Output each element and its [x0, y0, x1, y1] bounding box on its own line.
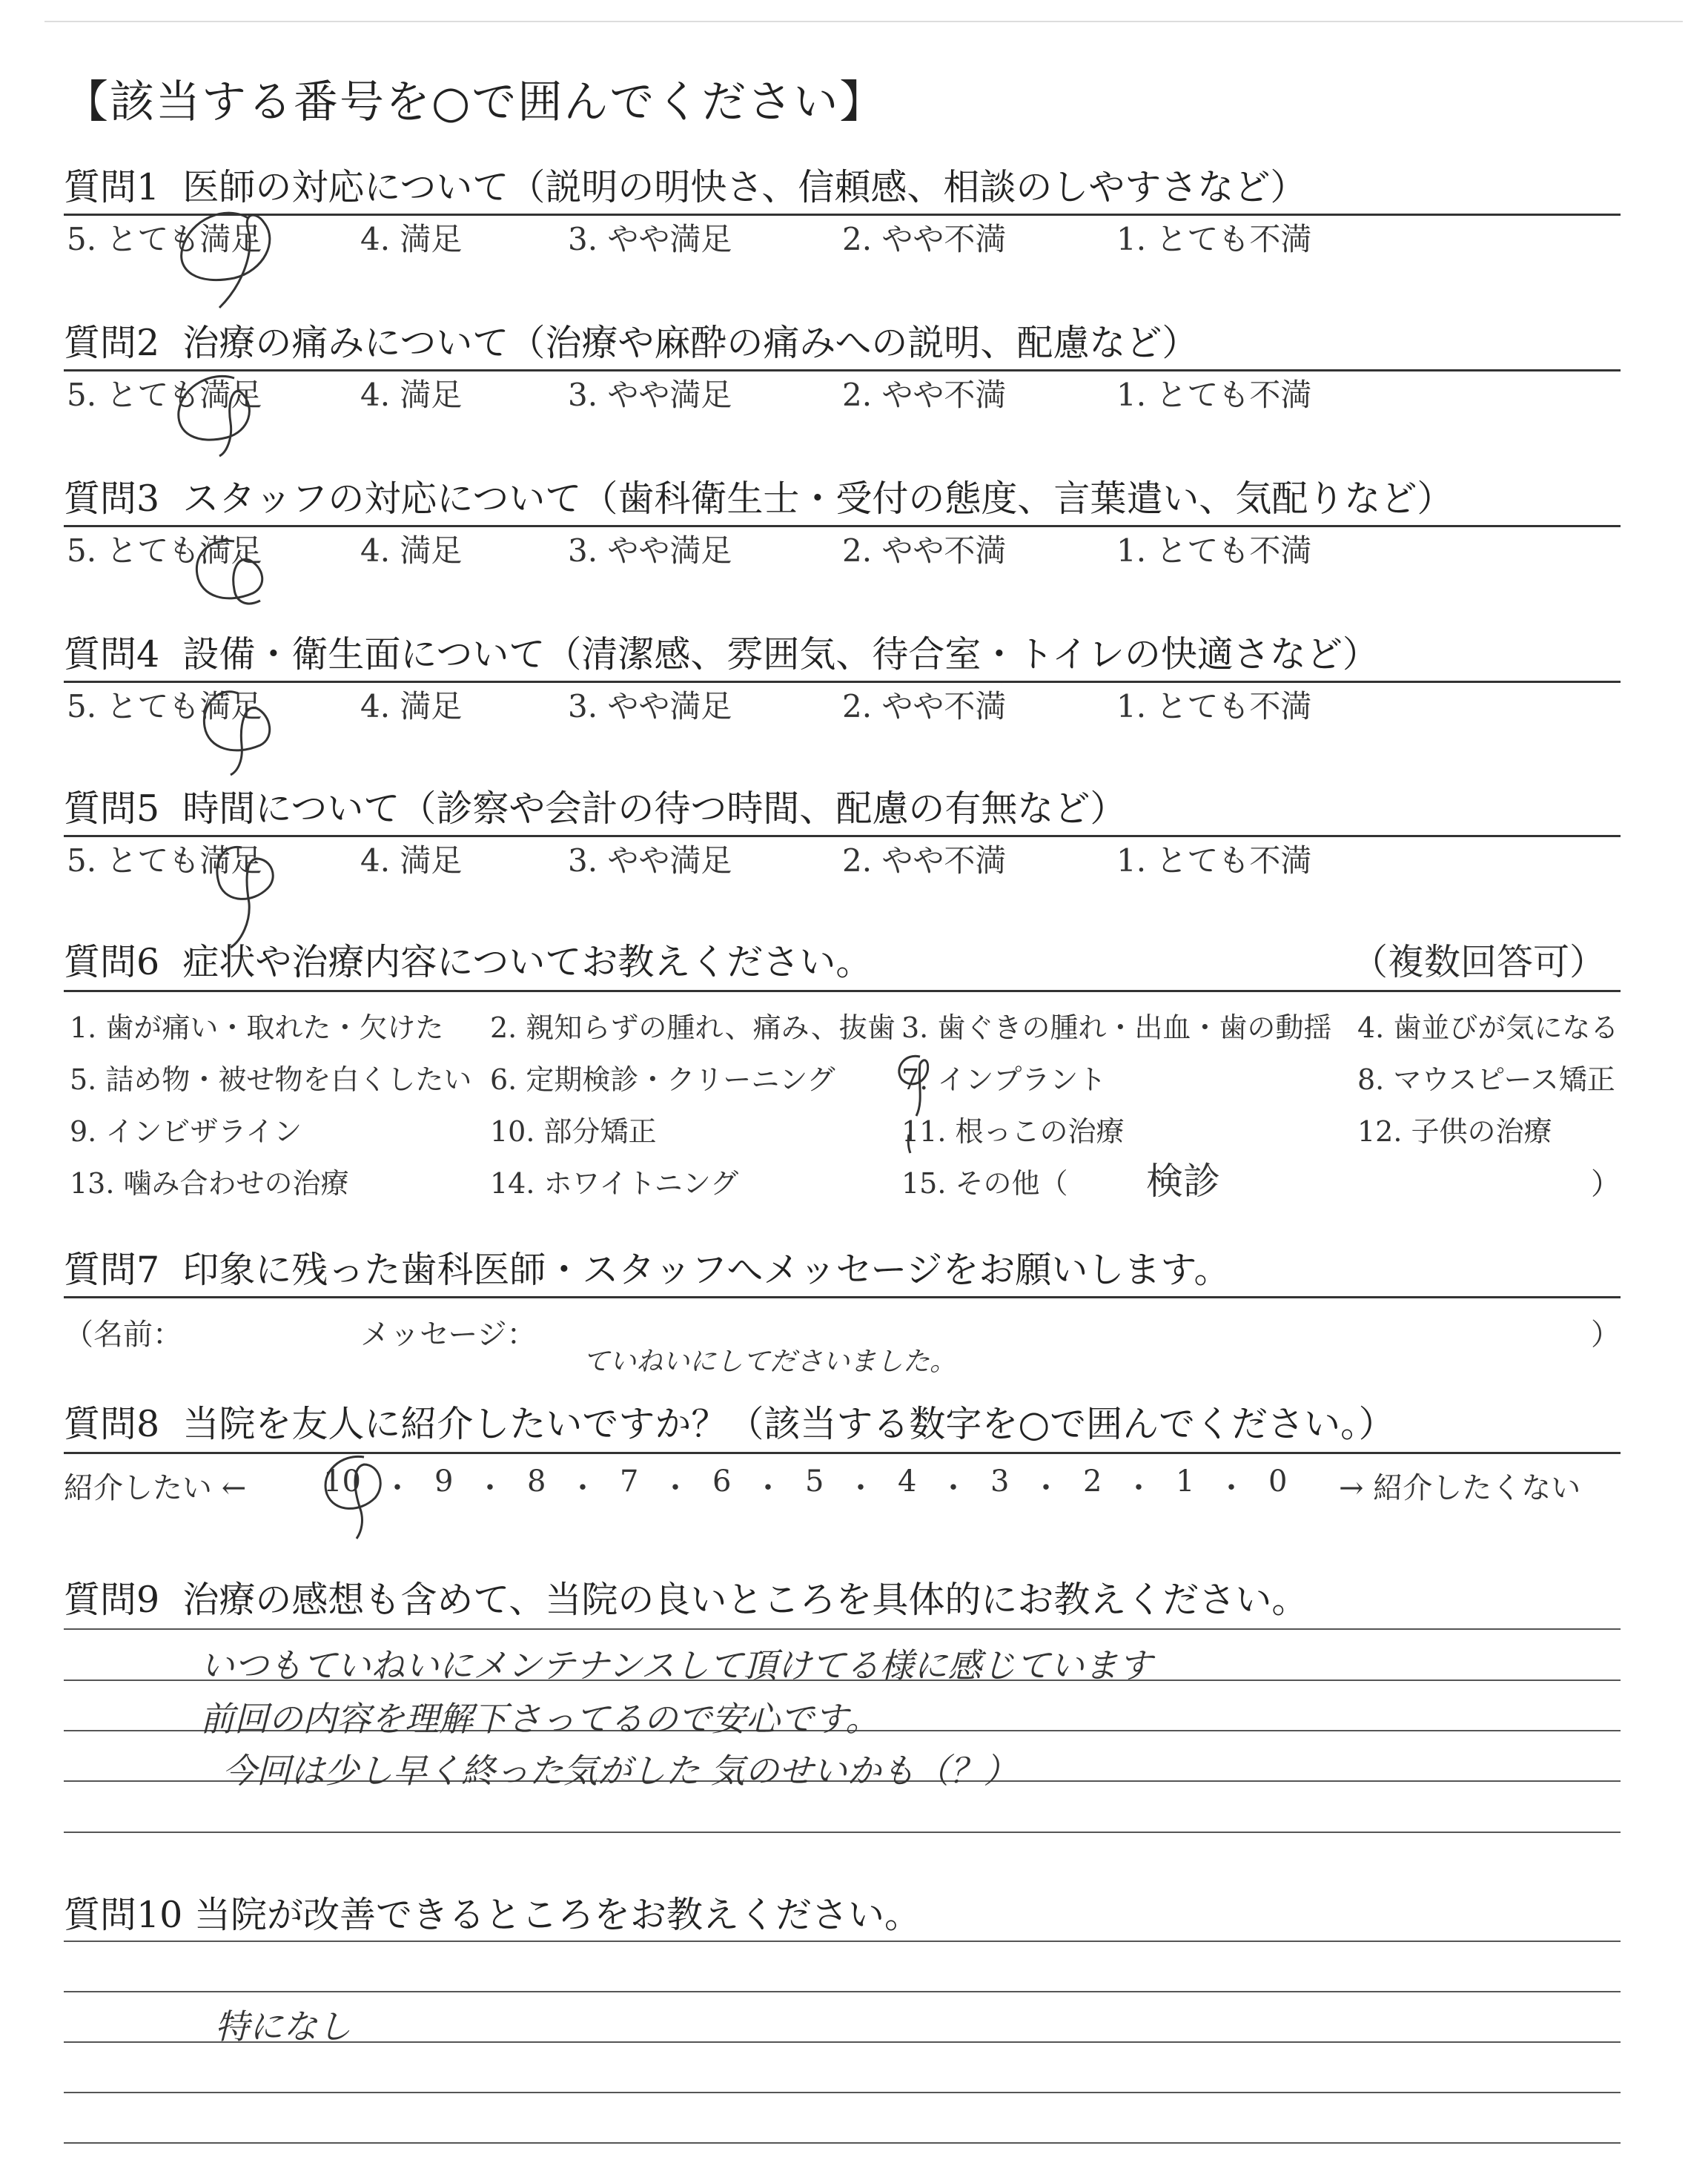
scale-value[interactable]: 0 — [1268, 1464, 1288, 1499]
question-label: 質問3 — [64, 478, 160, 520]
question-text: 治療の感想も含めて、当院の良いところを具体的にお教えください。 — [182, 1579, 1308, 1621]
answer-line — [64, 1628, 1621, 1630]
question-text: 設備・衛生面について（清潔感、雰囲気、待合室・トイレの快適さなど） — [182, 633, 1379, 676]
scale-value[interactable]: 4 — [898, 1464, 917, 1499]
scale-dot: ・ — [939, 1471, 968, 1505]
rating-options — [64, 682, 1621, 727]
scale-dot: ・ — [1031, 1471, 1061, 1505]
rating-options — [64, 836, 1621, 881]
handwritten-answer-line: いつもていねいにメンテナンスして頂けてる様に感じています — [200, 1645, 1153, 1685]
question-text: 時間について（診察や会計の待つ時間、配慮の有無など） — [182, 787, 1127, 830]
divider — [64, 525, 1621, 527]
option-satisfied[interactable]: 4. 満足 — [360, 842, 463, 879]
symptom-option[interactable]: 9. インビザライン — [70, 1115, 302, 1148]
divider — [64, 835, 1621, 837]
question-6 — [64, 938, 1621, 987]
scale-dot: ・ — [383, 1471, 412, 1505]
option-somewhat-satisfied[interactable]: 3. やや満足 — [568, 377, 732, 413]
question-text: スタッフの対応について（歯科衛生士・受付の態度、言葉遣い、気配りなど） — [182, 478, 1454, 520]
symptom-option[interactable]: 3. 歯ぐきの腫れ・出血・歯の動揺 — [901, 1011, 1332, 1044]
question-4 — [64, 630, 1621, 724]
multiple-answer-note: （複数回答可） — [1351, 941, 1606, 983]
question-2 — [64, 319, 1621, 413]
option-somewhat-dissatisfied[interactable]: 2. やや不満 — [842, 532, 1007, 569]
scale-value[interactable]: 1 — [1176, 1464, 1195, 1499]
divider — [64, 681, 1621, 683]
question-label: 質問6 — [64, 941, 160, 983]
name-label: （名前： — [64, 1318, 182, 1352]
scale-dot: ・ — [1217, 1471, 1246, 1505]
question-5 — [64, 785, 1621, 879]
rating-options — [64, 526, 1621, 571]
question-10 — [64, 1891, 1621, 1940]
option-somewhat-satisfied[interactable]: 3. やや満足 — [568, 688, 732, 724]
option-very-dissatisfied[interactable]: 1. とても不満 — [1116, 688, 1312, 724]
scale-dot: ・ — [1124, 1471, 1153, 1505]
message-label: メッセージ： — [360, 1318, 537, 1352]
option-somewhat-satisfied[interactable]: 3. やや満足 — [568, 221, 732, 257]
scale-left-label: 紹介したい ← — [64, 1471, 247, 1505]
symptom-option-other[interactable]: 15. その他（ — [901, 1167, 1068, 1200]
question-label: 質問2 — [64, 322, 160, 364]
option-very-satisfied[interactable]: 5. とても満足 — [67, 532, 262, 569]
symptom-option[interactable]: 6. 定期検診・クリーニング — [490, 1063, 835, 1096]
option-somewhat-dissatisfied[interactable]: 2. やや不満 — [842, 221, 1007, 257]
scale-value[interactable]: 9 — [434, 1464, 454, 1499]
question-text: 印象に残った歯科医師・スタッフへメッセージをお願いします。 — [182, 1249, 1231, 1291]
answer-line — [64, 2092, 1621, 2093]
question-9 — [64, 1576, 1621, 1625]
handwritten-other-text: 検診 — [1146, 1160, 1220, 1203]
symptom-option[interactable]: 13. 噛み合わせの治療 — [70, 1167, 349, 1200]
answer-line — [64, 1991, 1621, 1992]
symptom-option[interactable]: 12. 子供の治療 — [1357, 1115, 1552, 1148]
scale-dot: ・ — [753, 1471, 783, 1505]
option-somewhat-dissatisfied[interactable]: 2. やや不満 — [842, 842, 1007, 879]
question-label: 質問8 — [64, 1403, 160, 1445]
option-somewhat-dissatisfied[interactable]: 2. やや不満 — [842, 377, 1007, 413]
option-satisfied[interactable]: 4. 満足 — [360, 532, 463, 569]
option-very-dissatisfied[interactable]: 1. とても不満 — [1116, 377, 1312, 413]
scale-dot: ・ — [661, 1471, 690, 1505]
scale-value[interactable]: 6 — [712, 1464, 732, 1499]
option-somewhat-satisfied[interactable]: 3. やや満足 — [568, 532, 732, 569]
option-very-satisfied[interactable]: 5. とても満足 — [67, 842, 262, 879]
scale-dot: ・ — [568, 1471, 598, 1505]
question-7 — [64, 1246, 1621, 1295]
question-label: 質問5 — [64, 787, 160, 830]
option-very-dissatisfied[interactable]: 1. とても不満 — [1116, 842, 1312, 879]
question-label: 質問1 — [64, 166, 160, 208]
option-very-dissatisfied[interactable]: 1. とても不満 — [1116, 221, 1312, 257]
question-label: 質問7 — [64, 1249, 160, 1291]
option-very-satisfied[interactable]: 5. とても満足 — [67, 688, 262, 724]
symptom-option[interactable]: 8. マウスピース矯正 — [1357, 1063, 1615, 1096]
answer-line — [64, 1941, 1621, 1942]
divider — [64, 990, 1621, 992]
scale-value[interactable]: 10 — [323, 1464, 361, 1499]
question-text: 症状や治療内容についてお教えください。 — [182, 941, 873, 983]
symptom-option[interactable]: 4. 歯並びが気になる — [1357, 1011, 1619, 1044]
recommendation-scale — [64, 1464, 1621, 1509]
symptom-option[interactable]: 10. 部分矯正 — [490, 1115, 657, 1148]
question-1 — [64, 163, 1621, 257]
symptom-option[interactable]: 2. 親知らずの腫れ、痛み、抜歯 — [490, 1011, 896, 1044]
rating-options — [64, 215, 1621, 260]
option-somewhat-satisfied[interactable]: 3. やや満足 — [568, 842, 732, 879]
top-border — [44, 21, 1683, 22]
option-satisfied[interactable]: 4. 満足 — [360, 377, 463, 413]
option-satisfied[interactable]: 4. 満足 — [360, 221, 463, 257]
handwritten-answer: 特になし — [215, 2007, 351, 2047]
scale-right-label: → 紹介したくない — [1339, 1471, 1581, 1505]
scale-value[interactable]: 8 — [527, 1464, 546, 1499]
question-3 — [64, 475, 1621, 569]
option-satisfied[interactable]: 4. 満足 — [360, 688, 463, 724]
scale-value[interactable]: 3 — [990, 1464, 1010, 1499]
symptom-option[interactable]: 11. 根っこの治療 — [901, 1115, 1125, 1148]
question-text: 医師の対応について（説明の明快さ、信頼感、相談のしやすさなど） — [182, 166, 1307, 208]
page-title: 【該当する番号を○で囲んでください】 — [64, 76, 886, 128]
handwritten-answer-line: 今回は少し早く終った気がした 気のせいかも（？） — [222, 1751, 1018, 1791]
scale-value[interactable]: 5 — [805, 1464, 824, 1499]
option-very-satisfied[interactable]: 5. とても満足 — [67, 377, 262, 413]
close-paren: ） — [1591, 1318, 1621, 1352]
question-label: 質問10 — [64, 1894, 183, 1936]
question-text: 治療の痛みについて（治療や麻酔の痛みへの説明、配慮など） — [182, 322, 1199, 364]
question-label: 質問9 — [64, 1579, 160, 1621]
scale-value[interactable]: 7 — [620, 1464, 639, 1499]
other-close-paren: ） — [1591, 1167, 1621, 1201]
symptom-option[interactable]: 14. ホワイトニング — [490, 1167, 739, 1200]
handwritten-answer-line: 前回の内容を理解下さってるので安心です。 — [200, 1699, 880, 1739]
symptom-option[interactable]: 1. 歯が痛い・取れた・欠けた — [70, 1011, 444, 1044]
divider — [64, 1452, 1621, 1454]
answer-line — [64, 1832, 1621, 1833]
question-text: 当院が改善できるところをお教えください。 — [193, 1894, 921, 1936]
scale-dot: ・ — [475, 1471, 505, 1505]
question-text: 当院を友人に紹介したいですか？（該当する数字を○で囲んでください。） — [182, 1403, 1395, 1445]
divider — [64, 214, 1621, 216]
answer-line — [64, 2142, 1621, 2144]
question-label: 質問4 — [64, 633, 160, 676]
scale-value[interactable]: 2 — [1083, 1464, 1102, 1499]
q6-options — [64, 1005, 1621, 1212]
handwritten-message: ていねいにしてださいました。 — [583, 1347, 957, 1377]
symptom-option[interactable]: 5. 詰め物・被せ物を白くしたい — [70, 1063, 472, 1096]
option-very-satisfied[interactable]: 5. とても満足 — [67, 221, 262, 257]
symptom-option[interactable]: 7. インプラント — [901, 1063, 1107, 1096]
option-very-dissatisfied[interactable]: 1. とても不満 — [1116, 532, 1312, 569]
scale-dot: ・ — [846, 1471, 875, 1505]
divider — [64, 369, 1621, 371]
rating-options — [64, 371, 1621, 415]
divider — [64, 1296, 1621, 1298]
question-8 — [64, 1400, 1621, 1449]
option-somewhat-dissatisfied[interactable]: 2. やや不満 — [842, 688, 1007, 724]
